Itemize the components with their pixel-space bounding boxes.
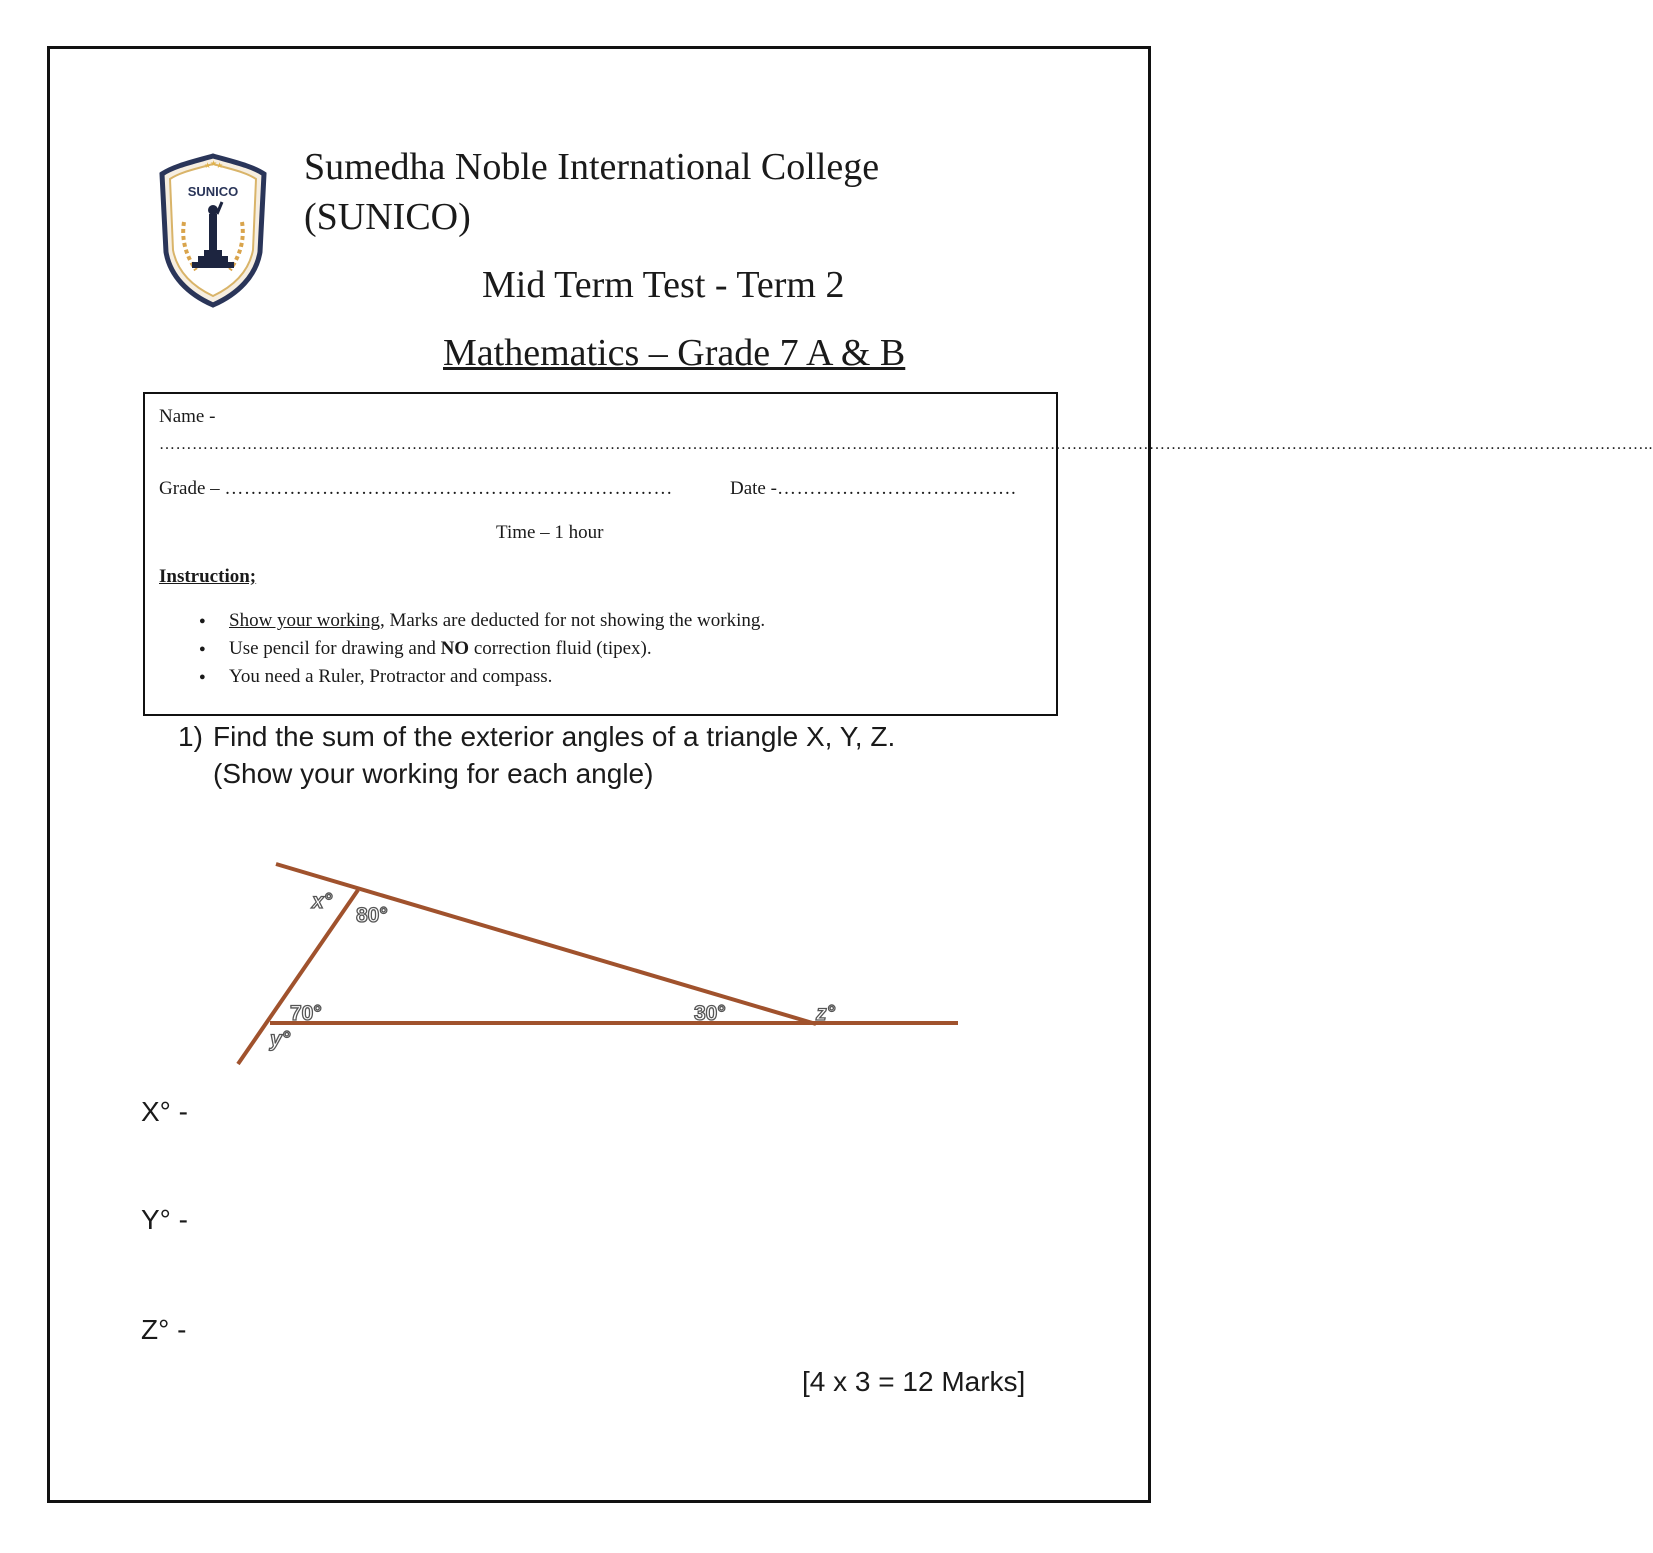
instruction-text: correction fluid (tipex). (469, 638, 652, 659)
question-subtext: (Show your working for each angle) (213, 758, 654, 789)
grade-field[interactable]: …………………………………………………………… (224, 478, 673, 499)
instruction-emphasis: Show your working (229, 610, 380, 631)
logo-text: SUNICO (187, 184, 239, 199)
name-label: Name - (159, 406, 216, 427)
instruction-item (189, 635, 765, 663)
date-row (730, 478, 1016, 500)
question-text: Find the sum of the exterior angles of a triangle X, Y, Z. (213, 721, 896, 752)
angle-label-80: 80° (356, 904, 388, 927)
exterior-angle-x: x° (312, 890, 333, 913)
question-number: 1) (178, 721, 203, 752)
instruction-text: Use pencil for drawing and (229, 638, 441, 659)
angle-label-30: 30° (694, 1002, 726, 1025)
svg-text:★: ★ (204, 161, 212, 170)
answer-x-label[interactable]: X° - (141, 1096, 188, 1127)
triangle-left-side-line (238, 890, 358, 1064)
answer-y-label[interactable]: Y° - (141, 1204, 188, 1235)
angle-label-70: 70° (290, 1002, 322, 1025)
exterior-angle-y: y° (270, 1028, 291, 1051)
school-crest-logo (160, 152, 266, 308)
name-field[interactable]: ……………………………………………………………………………………………………………………………………………………………………………………………………………………………………………….. (159, 436, 1653, 453)
exterior-angle-z: z° (816, 1002, 835, 1025)
instruction-emphasis: NO (440, 638, 470, 659)
triangle-top-extension-line (276, 864, 816, 1024)
grade-row (159, 478, 673, 500)
answer-z-label[interactable]: Z° - (141, 1314, 187, 1345)
instruction-heading: Instruction; (159, 566, 257, 587)
instruction-text: , Marks are deducted for not showing the working. (379, 610, 766, 631)
grade-label: Grade – (159, 478, 220, 499)
triangle-diagram (220, 850, 980, 1080)
school-name: Sumedha Noble International College (SUNICO) (304, 146, 880, 238)
date-label: Date - (730, 478, 777, 499)
instruction-item (189, 607, 765, 635)
student-info-box (143, 392, 1653, 716)
exam-title: Mid Term Test - Term 2 (482, 264, 845, 306)
svg-text:★: ★ (210, 159, 218, 168)
marks-allocation: [4 x 3 = 12 Marks] (802, 1366, 1026, 1397)
svg-text:★: ★ (216, 161, 224, 170)
instruction-list (189, 607, 765, 691)
subject-title: Mathematics – Grade 7 A & B (443, 332, 906, 374)
instruction-item: ● You need a Ruler, Protractor and compass. (189, 663, 765, 691)
date-field[interactable]: ………………………………. (776, 478, 1017, 499)
time-text: Time – 1 hour (496, 522, 604, 543)
